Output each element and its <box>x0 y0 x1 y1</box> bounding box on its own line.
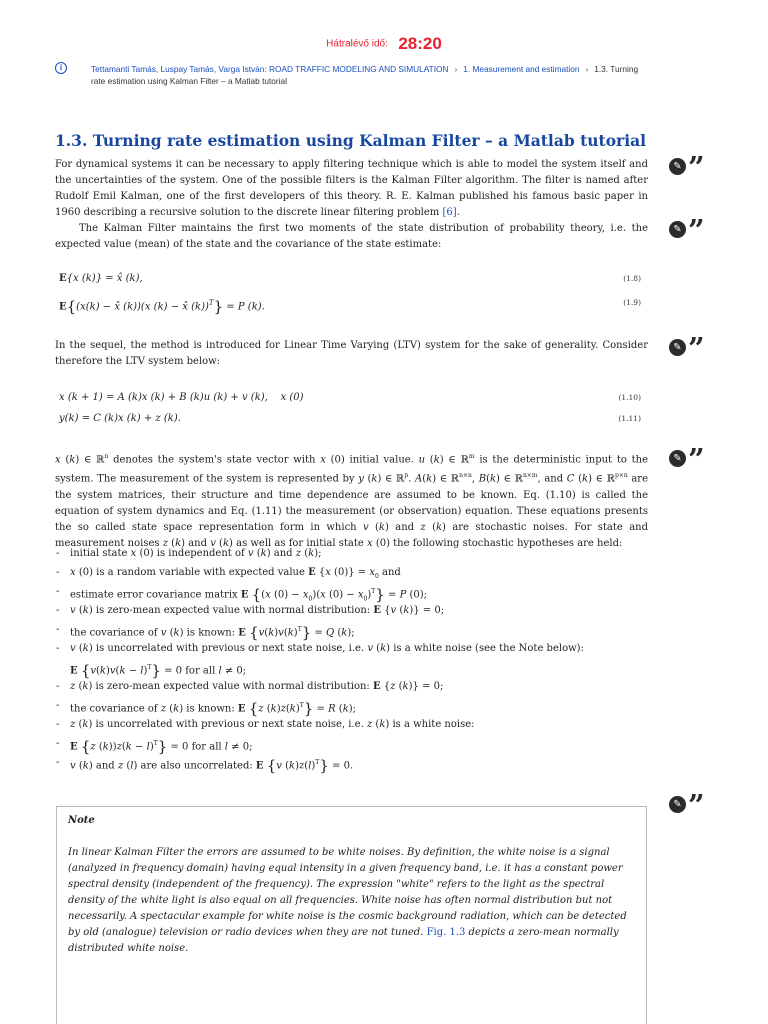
equation-1-8: E{x (k)} = x̂ (k), (1.8) <box>59 271 641 287</box>
timer-value: 28:20 <box>398 34 442 53</box>
pencil-icon[interactable]: ✎ <box>669 221 686 238</box>
breadcrumb-current: 1.3. Turning <box>594 64 639 74</box>
paragraph-text: For dynamical systems it can be necessary to apply filtering technique which is able to model the system itself and the uncertainties of the system. One of the possible filters is the Kalman Filter algorithm. The filter is named after Rudolf Emil Kalman, one of the first developers of this theory. R. E. Kalman published his famous basic paper in 1960 describing a recursive solution to the discrete linear filtering problem <box>55 159 648 218</box>
quote-icon[interactable]: ” <box>688 331 705 365</box>
list-item: - initial state x (0) is independent of v (k) and z (k); <box>55 544 655 563</box>
pencil-icon[interactable]: ✎ <box>669 796 686 813</box>
breadcrumb-chapter[interactable]: 1. Measurement and estimation <box>463 64 580 74</box>
breadcrumb-current-cont: rate estimation using Kalman Filter – a Matlab tutorial <box>91 76 287 86</box>
equation-number: (1.10) <box>618 393 641 402</box>
list-item: - x (0) is a random variable with expected value E {x $(0)\} = x_0$ and <box>55 563 655 582</box>
list-item: - z (k) is uncorrelated with previous or next state noise, i.e. z (k) is a white noise: <box>55 715 655 734</box>
note-body: In linear Kalman Filter the errors are assumed to be white noises. By definition, the white noise is a signal (analyzed in frequency domain) having equal intensity in a given frequency band, i.e. it has a constant power spectral density (independent of the frequency). The expression "white" refers to the light as the spectral density of the white light is also equal on all frequencies. White noise has often normal distribution but not necessarily. A spectacular example for white noise is the cosmic background radiation, which can be detected by old (analogue) television or radio devices when they are not tuned. Fig. 1.3 depicts a zero-mean normally distributed white noise. <box>68 847 627 954</box>
hypotheses-list <box>55 544 655 775</box>
figure-link[interactable]: Fig. 1.3 <box>426 927 466 938</box>
list-item: - v (k) is zero-mean expected value with normal distribution: E {v (k)} = 0; <box>55 601 655 620</box>
list-item: - v (k) is uncorrelated with previous or next state noise, i.e. v (k) is a white noise (see the Note below): E $\{v(k)v(k - l)^T\} = 0$ for all l ≠ 0; <box>55 639 655 677</box>
pencil-icon[interactable]: ✎ <box>669 339 686 356</box>
list-item: - E {z $(k))z(k - l)^T\} = 0$ for all l ≠ 0; <box>55 734 655 753</box>
page-title: 1.3. Turning rate estimation using Kalman Filter – a Matlab tutorial <box>55 131 647 150</box>
paragraph-state-space: x (k) ∈ ℝ$^n$ denotes the system's state vector with x (0) initial value. u (k) ∈ ℝ$^m$ is the deterministic input to the system. The measurement of the system is represented by y (k) ∈ ℝ$^p$. A(k) ∈ ℝ$^{n\times n}$, B(k) ∈ ℝ$^{n\times m}$, and C (k) ∈ ℝ$^{p\times n}$ are the system matrices, their structure and time dependence are assumed to be known. Eq. (1.10) is called the equation of system dynamics and Eq. (1.11) the measurement (or observation) equation. These equations presents the so called state space representation form in which v (k) and z (k) are stochastic noises. For state and measurement noises z (k) and v (k) as well as for initial state x (0) the following stochastic hypotheses are held: <box>55 453 648 549</box>
equation-1-10: x (k + 1) = A (k)x (k) + B (k)u (k) + v (k), x (0) (1.10) <box>59 390 641 406</box>
equation-1-11: y(k) = C (k)x (k) + z (k). (1.11) <box>59 411 641 427</box>
paragraph-actions <box>669 442 711 476</box>
list-item: - v (k) and z (l) are also uncorrelated: E {v $(k)z(l)^T\} = 0$. <box>55 753 655 772</box>
pencil-icon[interactable]: ✎ <box>669 158 686 175</box>
equation-number: (1.8) <box>623 274 641 283</box>
quote-icon[interactable]: ” <box>688 150 705 184</box>
note-box <box>56 806 647 1024</box>
paragraph-text: The Kalman Filter maintains the first two moments of the state distribution of probability theory, i.e. the expected value (mean) of the state and the covariance of the state estimate: <box>55 223 648 250</box>
list-item: - the covariance of v (k) is known: E $\{v(k)v(k)^T\} = Q$ (k); <box>55 620 655 639</box>
equation-number: (1.11) <box>618 414 641 423</box>
equation-number: (1.9) <box>623 298 641 307</box>
countdown-timer <box>0 34 768 54</box>
note-title: Note <box>68 815 95 826</box>
breadcrumb-separator: › <box>454 64 458 74</box>
list-item: - estimate error covariance matrix E {(x $(0) - x_0)(x$ $(0) - x_0)^T\} = P$ (0); <box>55 582 655 601</box>
quote-icon[interactable]: ” <box>688 442 705 476</box>
breadcrumb-separator: › <box>585 64 589 74</box>
breadcrumb-book[interactable]: Tettamanti Tamás, Luspay Tamás, Varga István: ROAD TRAFFIC MODELING AND SIMULATION <box>91 64 449 74</box>
quote-icon[interactable]: ” <box>688 213 705 247</box>
paragraph-actions <box>669 331 711 365</box>
quote-icon[interactable]: ” <box>688 788 705 822</box>
info-icon[interactable]: i <box>55 62 67 74</box>
citation-link[interactable]: [6] <box>442 207 457 218</box>
paragraph-intro: For dynamical systems it can be necessary to apply filtering technique which is able to model the system itself and the uncertainties of the system. One of the possible filters is the Kalman Filter algorithm. The filter is named after Rudolf Emil Kalman, one of the first developers of this theory. R. E. Kalman published his famous basic paper in 1960 describing a recursive solution to the discrete linear filtering problem [6]. The Kalman Filter maintains the first two moments of the state distribution of probability theory, i.e. the expected value (mean) of the state and the covariance of the state estimate: <box>55 157 648 253</box>
paragraph-actions <box>669 213 711 247</box>
equation-1-9: E{(x(k) − x̂ (k))(x (k) − x̂ (k))$^T$} = P (k). (1.9) <box>59 295 641 311</box>
pencil-icon[interactable]: ✎ <box>669 450 686 467</box>
timer-label: Hátralévő idő: <box>326 38 388 50</box>
list-item: - the covariance of z (k) is known: E {z $(k)z(k)^T\} = R$ (k); <box>55 696 655 715</box>
breadcrumb <box>91 63 711 87</box>
paragraph-ltv: In the sequel, the method is introduced for Linear Time Varying (LTV) system for the sake of generality. Consider therefore the LTV system below: <box>55 340 648 367</box>
paragraph-actions <box>669 150 711 184</box>
paragraph-actions <box>669 788 711 822</box>
list-item: - z (k) is zero-mean expected value with normal distribution: E {z (k)} = 0; <box>55 677 655 696</box>
